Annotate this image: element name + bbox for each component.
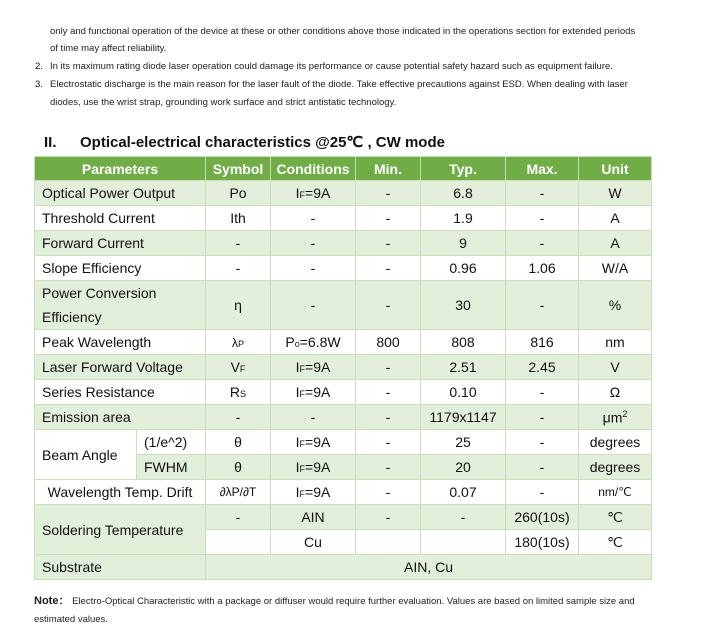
symbol-sub: S bbox=[240, 389, 247, 399]
max-cell: 180(10s) bbox=[506, 530, 579, 555]
cond-main: I bbox=[295, 185, 300, 201]
max-cell: 1.06 bbox=[506, 256, 579, 281]
symbol-cell bbox=[206, 355, 271, 380]
typ-cell: - bbox=[421, 505, 506, 530]
symbol-sub: P bbox=[237, 339, 244, 349]
symbol-main: λ bbox=[231, 336, 238, 350]
table-row bbox=[35, 480, 652, 505]
condition-cell bbox=[271, 355, 356, 380]
section-title bbox=[44, 133, 445, 151]
note-line-1-continued: only and functional operation of the device at these or other conditions above those indicated in the operations section for extended periods bbox=[50, 26, 636, 37]
min-cell: - bbox=[356, 206, 421, 231]
min-cell: - bbox=[356, 430, 421, 455]
table-row bbox=[35, 505, 652, 530]
unit-cell: W bbox=[579, 181, 652, 206]
symbol-cell: - bbox=[206, 505, 271, 530]
unit-cell bbox=[579, 405, 652, 430]
min-cell: - bbox=[356, 256, 421, 281]
table-header-row bbox=[35, 157, 652, 181]
max-cell: 260(10s) bbox=[506, 505, 579, 530]
min-cell: - bbox=[356, 281, 421, 330]
header-unit: Unit bbox=[579, 157, 652, 181]
max-cell: - bbox=[506, 480, 579, 505]
condition-cell bbox=[271, 455, 356, 480]
max-cell: - bbox=[506, 181, 579, 206]
subparam-cell: (1/e^2) bbox=[137, 430, 206, 455]
symbol-cell: ∂λP/∂T bbox=[206, 480, 271, 505]
condition-cell bbox=[271, 181, 356, 206]
typ-cell: 808 bbox=[421, 330, 506, 355]
unit-cell: ℃ bbox=[579, 530, 652, 555]
symbol-cell bbox=[206, 530, 271, 555]
param-line-b: Efficiency bbox=[42, 309, 102, 325]
cond-rest: =9A bbox=[305, 384, 331, 400]
unit-cell: degrees bbox=[579, 455, 652, 480]
condition-cell bbox=[271, 380, 356, 405]
unit-cell: A bbox=[579, 231, 652, 256]
typ-cell: 30 bbox=[421, 281, 506, 330]
condition-cell: - bbox=[271, 256, 356, 281]
param-cell: Optical Power Output bbox=[35, 181, 206, 206]
max-cell: - bbox=[506, 405, 579, 430]
table-row bbox=[35, 355, 652, 380]
cond-rest: =9A bbox=[305, 185, 331, 201]
condition-cell: - bbox=[271, 281, 356, 330]
table-row bbox=[35, 380, 652, 405]
max-cell: - bbox=[506, 281, 579, 330]
unit-cell: V bbox=[579, 355, 652, 380]
unit-cell: W/A bbox=[579, 256, 652, 281]
symbol-cell: η bbox=[206, 281, 271, 330]
max-cell: - bbox=[506, 206, 579, 231]
param-cell: Peak Wavelength bbox=[35, 330, 206, 355]
min-cell: - bbox=[356, 405, 421, 430]
note-line-1-end: of time may affect reliability. bbox=[50, 43, 167, 54]
note-item-3-line-a: Electrostatic discharge is the main reason for the laser fault of the diode. Take effective precautions against ESD. When dealing with laser bbox=[50, 79, 628, 90]
cond-sub: F bbox=[299, 439, 306, 449]
param-cell: Laser Forward Voltage bbox=[35, 355, 206, 380]
condition-cell: AIN bbox=[271, 505, 356, 530]
header-min: Min. bbox=[356, 157, 421, 181]
param-cell: Beam Angle bbox=[35, 430, 137, 480]
typ-cell: 25 bbox=[421, 430, 506, 455]
param-cell: Wavelength Temp. Drift bbox=[35, 480, 206, 505]
min-cell bbox=[356, 530, 421, 555]
symbol-cell: - bbox=[206, 231, 271, 256]
table-row bbox=[35, 330, 652, 355]
condition-cell bbox=[271, 430, 356, 455]
note-item-3-line-b: diodes, use the wrist strap, grounding work surface and strict antistatic technology. bbox=[50, 97, 397, 108]
typ-cell: 0.07 bbox=[421, 480, 506, 505]
cond-main: I bbox=[295, 459, 300, 475]
note-text-b: estimated values. bbox=[34, 614, 108, 625]
unit-cell: degrees bbox=[579, 430, 652, 455]
cond-sub: F bbox=[299, 389, 306, 399]
condition-cell: - bbox=[271, 231, 356, 256]
table-row bbox=[35, 281, 652, 330]
unit-sup: 2 bbox=[622, 408, 628, 419]
footnote bbox=[34, 592, 674, 629]
header-parameters: Parameters bbox=[35, 157, 206, 181]
cond-main: I bbox=[295, 359, 300, 375]
symbol-cell: θ bbox=[206, 455, 271, 480]
typ-cell: 1.9 bbox=[421, 206, 506, 231]
cond-sub: F bbox=[299, 190, 306, 200]
unit-cell: Ω bbox=[579, 380, 652, 405]
header-typ: Typ. bbox=[421, 157, 506, 181]
min-cell: - bbox=[356, 355, 421, 380]
symbol-cell: - bbox=[206, 405, 271, 430]
param-cell: Soldering Temperature bbox=[35, 505, 206, 555]
cond-main: P bbox=[285, 334, 295, 350]
param-cell: Substrate bbox=[35, 555, 206, 580]
table-row bbox=[35, 206, 652, 231]
note-item-2: In its maximum rating diode laser operation could damage its performance or cause potential safety hazard such as equipment failure. bbox=[50, 61, 613, 72]
typ-cell: 2.51 bbox=[421, 355, 506, 380]
typ-cell: 0.96 bbox=[421, 256, 506, 281]
max-cell: 2.45 bbox=[506, 355, 579, 380]
unit-main: μm bbox=[602, 409, 623, 426]
param-cell: Forward Current bbox=[35, 231, 206, 256]
param-cell bbox=[35, 281, 206, 330]
typ-cell: 9 bbox=[421, 231, 506, 256]
table-row bbox=[35, 181, 652, 206]
unit-cell: % bbox=[579, 281, 652, 330]
condition-cell: Cu bbox=[271, 530, 356, 555]
typ-cell: 6.8 bbox=[421, 181, 506, 206]
characteristics-table bbox=[34, 156, 652, 580]
typ-cell: 1179x1147 bbox=[421, 405, 506, 430]
header-conditions: Conditions bbox=[271, 157, 356, 181]
min-cell: - bbox=[356, 231, 421, 256]
symbol-main: R bbox=[229, 384, 241, 400]
max-cell: - bbox=[506, 380, 579, 405]
cond-main: I bbox=[295, 384, 300, 400]
min-cell: - bbox=[356, 505, 421, 530]
symbol-cell: - bbox=[206, 256, 271, 281]
symbol-cell: Po bbox=[206, 181, 271, 206]
cond-sub: F bbox=[299, 464, 306, 474]
param-cell: Emission area bbox=[35, 405, 206, 430]
note-number-3: 3. bbox=[35, 79, 43, 90]
min-cell: - bbox=[356, 181, 421, 206]
table-row bbox=[35, 555, 652, 580]
table-row bbox=[35, 430, 652, 455]
max-cell: - bbox=[506, 430, 579, 455]
param-line-a: Power Conversion bbox=[42, 285, 157, 301]
max-cell: - bbox=[506, 455, 579, 480]
symbol-sub: F bbox=[239, 364, 246, 374]
min-cell: - bbox=[356, 480, 421, 505]
unit-cell: nm bbox=[579, 330, 652, 355]
param-cell: Series Resistance bbox=[35, 380, 206, 405]
section-heading: Optical-electrical characteristics @25℃ , CW mode bbox=[80, 134, 445, 151]
param-cell: Threshold Current bbox=[35, 206, 206, 231]
typ-cell: 20 bbox=[421, 455, 506, 480]
condition-cell: - bbox=[271, 206, 356, 231]
table-row bbox=[35, 256, 652, 281]
section-number: II. bbox=[44, 134, 57, 151]
subparam-cell: FWHM bbox=[137, 455, 206, 480]
unit-cell: ℃ bbox=[579, 505, 652, 530]
param-cell: Slope Efficiency bbox=[35, 256, 206, 281]
max-cell: 816 bbox=[506, 330, 579, 355]
typ-cell bbox=[421, 530, 506, 555]
cond-rest: =9A bbox=[305, 484, 331, 500]
cond-sub: F bbox=[299, 489, 306, 499]
symbol-cell bbox=[206, 380, 271, 405]
cond-rest: =9A bbox=[305, 459, 331, 475]
substrate-value-cell: AIN, Cu bbox=[206, 555, 652, 580]
unit-cell: A bbox=[579, 206, 652, 231]
symbol-cell: θ bbox=[206, 430, 271, 455]
symbol-main: V bbox=[230, 359, 240, 375]
header-symbol: Symbol bbox=[206, 157, 271, 181]
condition-cell: - bbox=[271, 405, 356, 430]
unit-cell: nm/℃ bbox=[579, 480, 652, 505]
table-row bbox=[35, 231, 652, 256]
cond-main: I bbox=[295, 484, 300, 500]
max-cell: - bbox=[506, 231, 579, 256]
typ-cell: 0.10 bbox=[421, 380, 506, 405]
symbol-cell: Ith bbox=[206, 206, 271, 231]
note-label: Note： bbox=[34, 595, 70, 607]
cond-rest: =9A bbox=[305, 434, 331, 450]
condition-cell bbox=[271, 330, 356, 355]
min-cell: - bbox=[356, 380, 421, 405]
min-cell: - bbox=[356, 455, 421, 480]
note-number-2: 2. bbox=[35, 61, 43, 72]
symbol-cell bbox=[206, 330, 271, 355]
condition-cell bbox=[271, 480, 356, 505]
cond-main: I bbox=[295, 434, 300, 450]
header-max: Max. bbox=[506, 157, 579, 181]
table-row bbox=[35, 405, 652, 430]
cond-sub: o bbox=[294, 339, 300, 349]
cond-rest: =6.8W bbox=[299, 334, 341, 350]
cond-sub: F bbox=[299, 364, 306, 374]
note-text-a: Electro-Optical Characteristic with a package or diffuser would require further evaluation. Values are based on limited sample size and bbox=[72, 596, 635, 607]
cond-rest: =9A bbox=[305, 359, 331, 375]
min-cell: 800 bbox=[356, 330, 421, 355]
